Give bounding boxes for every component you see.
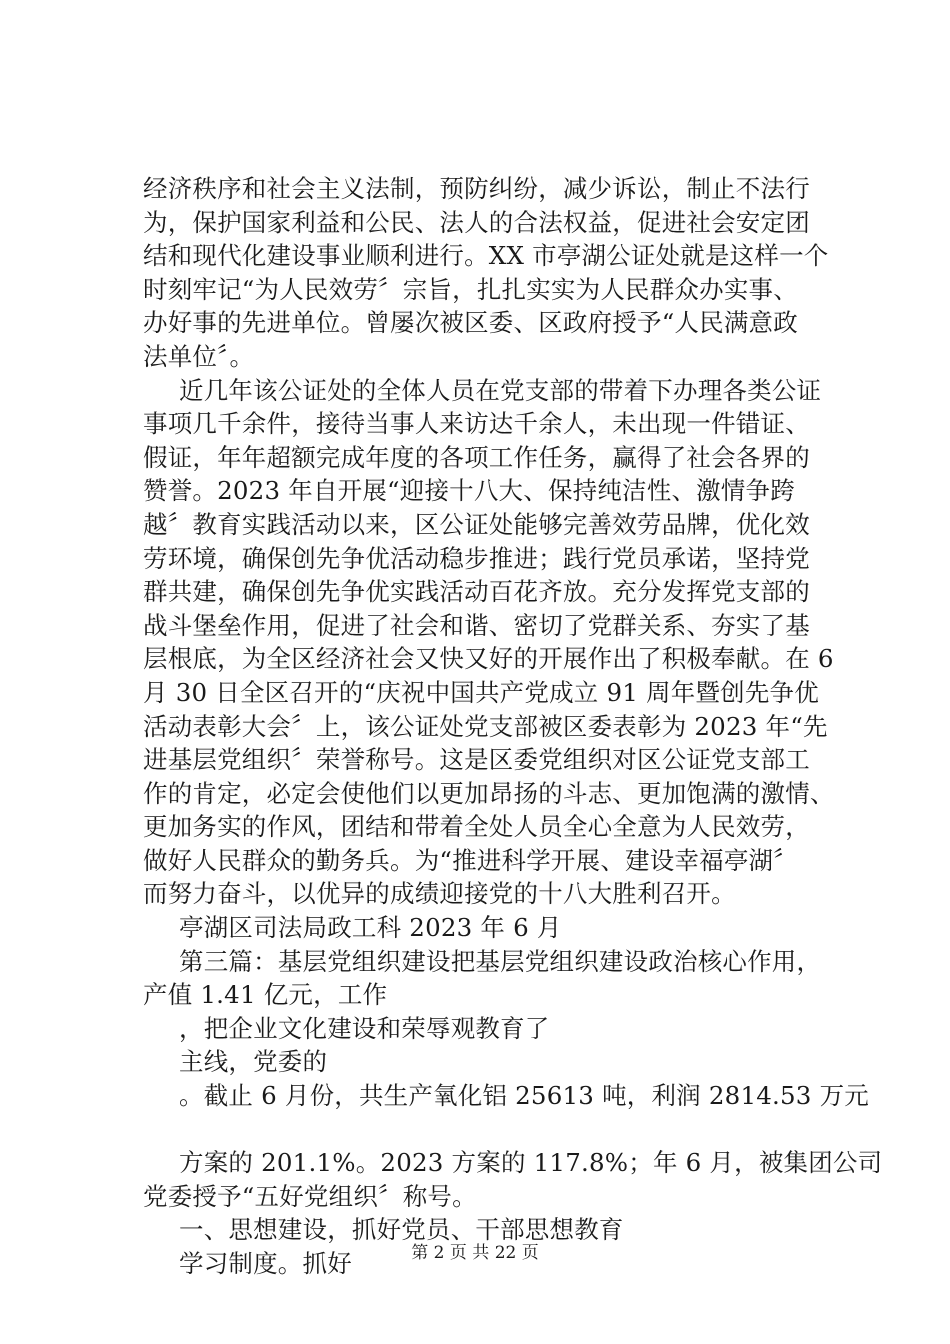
- text-line: 群共建，确保创先争优实践活动百花齐放。充分发挥党支部的: [143, 577, 810, 607]
- text-line: 而努力奋斗，以优异的成绩迎接党的十八大胜利召开。: [143, 879, 736, 909]
- text-line: 活动表彰大会〞上，该公证处党支部被区委表彰为 2023 年“先: [143, 711, 828, 741]
- text-line: 亭湖区司法局政工科 2023 年 6 月: [179, 913, 562, 943]
- text-line: 产值 1.41 亿元，工作: [143, 980, 388, 1010]
- text-line: 为，保护国家利益和公民、法人的合法权益，促进社会安定团: [143, 207, 810, 237]
- text-line: 党委授予“五好党组织〞称号。: [143, 1181, 477, 1211]
- text-line: 法单位〞。: [143, 341, 255, 371]
- text-line: 战斗堡垒作用，促进了社会和谐、密切了党群关系、夯实了基: [143, 610, 810, 640]
- text-line: 结和现代化建设事业顺利进行。XX 市亭湖公证处就是这样一个: [143, 241, 829, 271]
- text-line: 做好人民群众的勤务兵。为“推进科学开展、建设幸福亭湖〞: [143, 845, 798, 875]
- text-line: 主线，党委的: [179, 1047, 328, 1077]
- text-line: 越〞教育实践活动以来，区公证处能够完善效劳品牌，优化效: [143, 509, 810, 539]
- page-footer: 第 2 页 共 22 页: [411, 1243, 539, 1263]
- text-line: ，把企业文化建设和荣辱观教育了: [179, 1013, 550, 1043]
- text-line: 办好事的先进单位。曾屡次被区委、区政府授予“人民满意政: [143, 308, 798, 338]
- text-line: 月 30 日全区召开的“庆祝中国共产党成立 91 周年暨创先争优: [143, 677, 819, 707]
- text-line: 方案的 201.1%。2023 方案的 117.8%；年 6 月，被集团公司: [179, 1148, 883, 1178]
- text-line: 经济秩序和社会主义法制，预防纠纷，减少诉讼，制止不法行: [143, 174, 810, 203]
- text-line: 学习制度。抓好: [179, 1249, 352, 1278]
- text-line: 更加务实的作风，团结和带着全处人员全心全意为人民效劳，: [143, 812, 810, 842]
- text-line: 。截止 6 月份，共生产氧化铝 25613 吨，利润 2814.53 万元: [179, 1081, 869, 1111]
- text-line: 进基层党组织〞荣誉称号。这是区委党组织对区公证党支部工: [143, 745, 810, 775]
- text-line: 事项几千余件，接待当事人来访达千余人，未出现一件错证、: [143, 409, 810, 439]
- text-line: 假证，年年超额完成年度的各项工作任务，赢得了社会各界的: [143, 442, 810, 472]
- text-line: 层根底，为全区经济社会又快又好的开展作出了积极奉献。在 6: [143, 644, 834, 674]
- text-line: 近几年该公证处的全体人员在党支部的带着下办理各类公证: [179, 375, 822, 405]
- text-line: 赞誉。2023 年自开展“迎接十八大、保持纯洁性、激情争跨: [143, 476, 795, 506]
- text-line: 作的肯定，必定会使他们以更加昂扬的斗志、更加饱满的激情、: [143, 778, 835, 808]
- text-line: 第三篇：基层党组织建设把基层党组织建设政治核心作用，: [179, 946, 822, 976]
- blank-line: [143, 1113, 843, 1147]
- text-line: 劳环境，确保创先争优活动稳步推进；践行党员承诺，坚持党: [143, 543, 810, 573]
- text-line: 一、思想建设，抓好党员、干部思想教育: [179, 1215, 624, 1245]
- document-body: [143, 172, 883, 1281]
- text-line: 时刻牢记“为人民效劳〞宗旨，扎扎实实为人民群众办实事、: [143, 274, 798, 304]
